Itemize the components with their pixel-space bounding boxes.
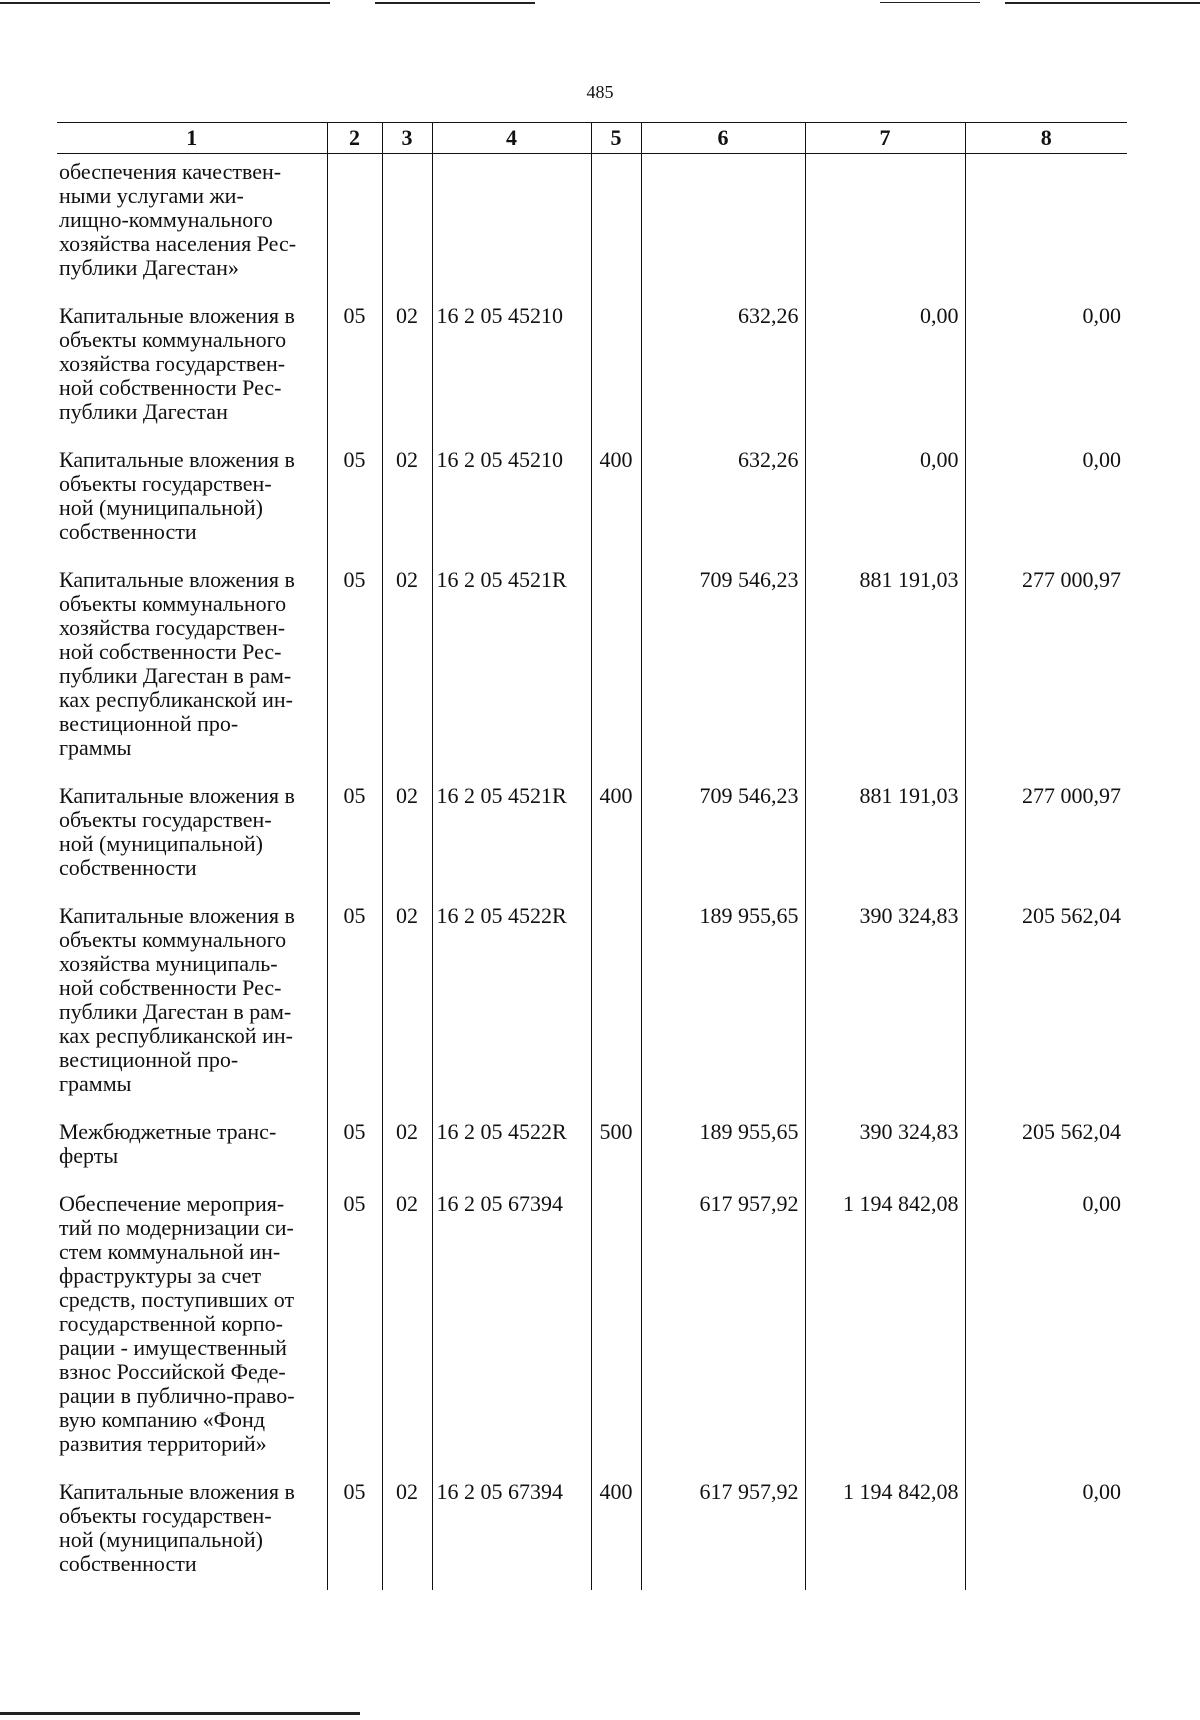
row-description: Капитальные вложения в объекты государствен- ной (муниципальной) собственности bbox=[59, 447, 295, 544]
table-row bbox=[57, 778, 1127, 898]
row-amount-6: 632,26 bbox=[641, 298, 805, 442]
row-section: 05 bbox=[327, 778, 382, 898]
table-row bbox=[57, 898, 1127, 1114]
row-target-code: 16 2 05 4522R bbox=[432, 1114, 591, 1186]
header-col-8: 8 bbox=[965, 123, 1127, 154]
row-description: Капитальные вложения в объекты коммунального хозяйства муниципаль- ной собственности Рес- публики Дагестан в рам- ках республиканской ин- вестиционной про- граммы bbox=[59, 903, 295, 1096]
row-amount-8: 0,00 bbox=[965, 1186, 1127, 1474]
row-section: 05 bbox=[327, 442, 382, 562]
header-col-7: 7 bbox=[805, 123, 965, 154]
scan-line-top-left bbox=[0, 2, 330, 4]
row-amount-8: 277 000,97 bbox=[965, 778, 1127, 898]
scan-line-top-far-right bbox=[1005, 2, 1200, 4]
row-amount-8 bbox=[965, 154, 1127, 299]
row-description: Капитальные вложения в объекты государствен- ной (муниципальной) собственности bbox=[59, 1479, 295, 1576]
header-col-1: 1 bbox=[57, 123, 327, 154]
scan-line-top-right bbox=[880, 2, 980, 3]
row-expense-type bbox=[591, 898, 641, 1114]
row-amount-7: 1 194 842,08 bbox=[805, 1186, 965, 1474]
row-amount-8: 0,00 bbox=[965, 298, 1127, 442]
budget-table bbox=[57, 122, 1127, 1590]
row-subsection: 02 bbox=[382, 778, 432, 898]
page-number: 485 bbox=[586, 82, 614, 102]
row-amount-8: 0,00 bbox=[965, 1474, 1127, 1590]
row-target-code: 16 2 05 45210 bbox=[432, 442, 591, 562]
row-expense-type: 500 bbox=[591, 1114, 641, 1186]
row-amount-7: 1 194 842,08 bbox=[805, 1474, 965, 1590]
row-target-code: 16 2 05 4521R bbox=[432, 778, 591, 898]
row-section bbox=[327, 154, 382, 299]
row-subsection: 02 bbox=[382, 1186, 432, 1474]
row-amount-6: 709 546,23 bbox=[641, 778, 805, 898]
table-row bbox=[57, 298, 1127, 442]
table-row bbox=[57, 442, 1127, 562]
row-amount-7 bbox=[805, 154, 965, 299]
row-description: Обеспечение мероприя- тий по модернизации си- стем коммунальной ин- фраструктуры за счет средств, поступивших от государственной корпо- рации - имущественный взнос Российской Феде- рации в публично-право- вую компанию «Фонд развития территорий» bbox=[59, 1191, 295, 1456]
row-amount-8: 277 000,97 bbox=[965, 562, 1127, 778]
row-amount-6: 617 957,92 bbox=[641, 1186, 805, 1474]
row-target-code: 16 2 05 4521R bbox=[432, 562, 591, 778]
row-amount-6: 189 955,65 bbox=[641, 1114, 805, 1186]
row-amount-7: 881 191,03 bbox=[805, 778, 965, 898]
row-subsection: 02 bbox=[382, 298, 432, 442]
row-amount-7: 881 191,03 bbox=[805, 562, 965, 778]
row-amount-8: 205 562,04 bbox=[965, 1114, 1127, 1186]
table-row bbox=[57, 1186, 1127, 1474]
row-amount-6 bbox=[641, 154, 805, 299]
row-amount-8: 0,00 bbox=[965, 442, 1127, 562]
scan-line-top-mid bbox=[375, 2, 535, 4]
row-amount-6: 617 957,92 bbox=[641, 1474, 805, 1590]
header-col-3: 3 bbox=[382, 123, 432, 154]
row-subsection: 02 bbox=[382, 1114, 432, 1186]
row-amount-6: 709 546,23 bbox=[641, 562, 805, 778]
row-section: 05 bbox=[327, 1114, 382, 1186]
header-col-4: 4 bbox=[432, 123, 591, 154]
row-expense-type: 400 bbox=[591, 442, 641, 562]
row-description: Межбюджетные транс- ферты bbox=[59, 1119, 277, 1168]
row-target-code: 16 2 05 45210 bbox=[432, 298, 591, 442]
header-col-6: 6 bbox=[641, 123, 805, 154]
row-target-code: 16 2 05 67394 bbox=[432, 1186, 591, 1474]
table-row bbox=[57, 154, 1127, 299]
row-subsection: 02 bbox=[382, 562, 432, 778]
row-target-code bbox=[432, 154, 591, 299]
row-subsection: 02 bbox=[382, 898, 432, 1114]
header-col-5: 5 bbox=[591, 123, 641, 154]
row-expense-type bbox=[591, 1186, 641, 1474]
header-row bbox=[57, 123, 1127, 154]
row-description: обеспечения качествен- ными услугами жи- лищно-коммунального хозяйства населения Рес- публики Дагестан» bbox=[59, 159, 297, 280]
table-row bbox=[57, 1114, 1127, 1186]
row-amount-7: 0,00 bbox=[805, 298, 965, 442]
row-subsection: 02 bbox=[382, 1474, 432, 1590]
row-section: 05 bbox=[327, 898, 382, 1114]
row-description: Капитальные вложения в объекты государствен- ной (муниципальной) собственности bbox=[59, 783, 295, 880]
row-amount-6: 189 955,65 bbox=[641, 898, 805, 1114]
row-expense-type: 400 bbox=[591, 778, 641, 898]
row-expense-type bbox=[591, 562, 641, 778]
row-amount-6: 632,26 bbox=[641, 442, 805, 562]
row-subsection: 02 bbox=[382, 442, 432, 562]
row-expense-type: 400 bbox=[591, 1474, 641, 1590]
row-amount-7: 390 324,83 bbox=[805, 898, 965, 1114]
row-amount-7: 0,00 bbox=[805, 442, 965, 562]
row-subsection bbox=[382, 154, 432, 299]
row-target-code: 16 2 05 67394 bbox=[432, 1474, 591, 1590]
row-amount-7: 390 324,83 bbox=[805, 1114, 965, 1186]
row-amount-8: 205 562,04 bbox=[965, 898, 1127, 1114]
row-section: 05 bbox=[327, 562, 382, 778]
row-section: 05 bbox=[327, 298, 382, 442]
row-section: 05 bbox=[327, 1186, 382, 1474]
table-row bbox=[57, 1474, 1127, 1590]
table-row bbox=[57, 562, 1127, 778]
row-section: 05 bbox=[327, 1474, 382, 1590]
row-description: Капитальные вложения в объекты коммунального хозяйства государствен- ной собственности Рес- публики Дагестан в рам- ках республиканской ин- вестиционной про- граммы bbox=[59, 567, 295, 760]
row-target-code: 16 2 05 4522R bbox=[432, 898, 591, 1114]
scan-line-bottom bbox=[0, 1712, 360, 1715]
header-col-2: 2 bbox=[327, 123, 382, 154]
row-expense-type bbox=[591, 298, 641, 442]
row-expense-type bbox=[591, 154, 641, 299]
row-description: Капитальные вложения в объекты коммунального хозяйства государствен- ной собственности Рес- публики Дагестан bbox=[59, 303, 295, 424]
